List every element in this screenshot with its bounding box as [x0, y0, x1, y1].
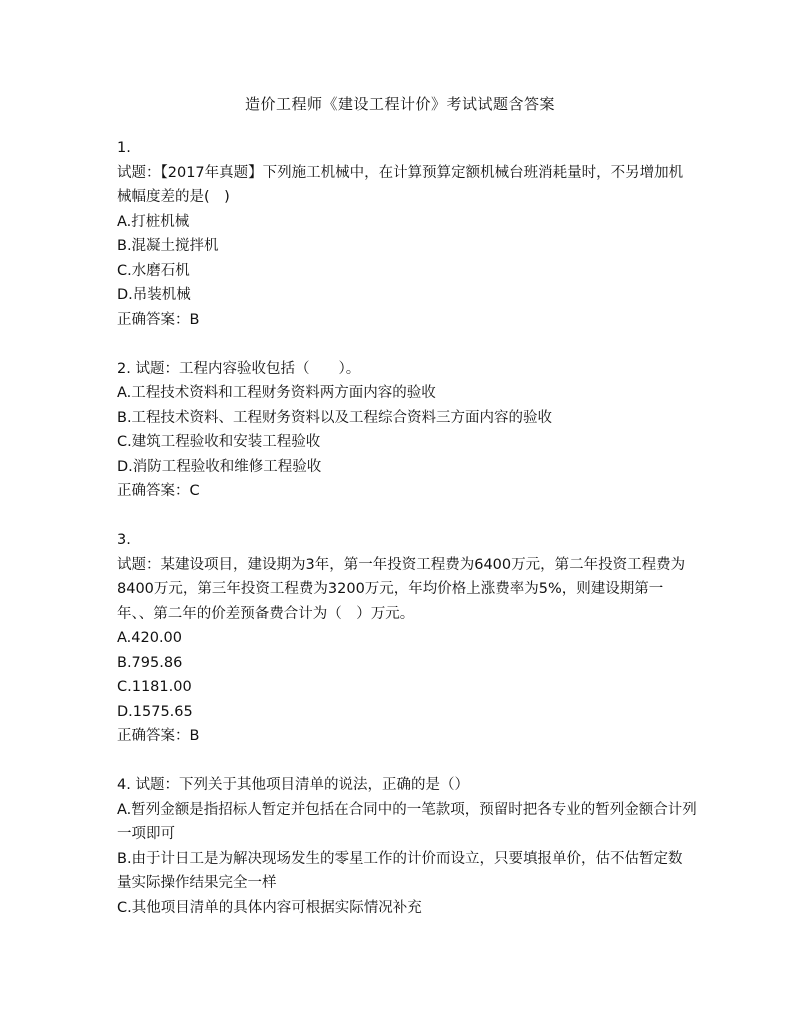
- question-stem: 试题：下列关于其他项目清单的说法，正确的是（）: [135, 777, 469, 793]
- correct-answer: 正确答案：B: [117, 728, 200, 744]
- option-b: B.混凝土搅拌机: [117, 238, 219, 254]
- option-b: B.795.86: [117, 654, 183, 671]
- option-d: D.消防工程验收和维修工程验收: [117, 458, 322, 475]
- question-2: [117, 357, 697, 504]
- option-d: D.吊装机械: [117, 287, 191, 303]
- question-4: [117, 773, 697, 920]
- question-number: 1.: [117, 140, 131, 156]
- option-b: B.工程技术资料、工程财务资料以及工程综合资料三方面内容的验收: [117, 409, 553, 426]
- option-d: D.1575.65: [117, 703, 193, 720]
- question-stem-line: [117, 773, 697, 798]
- question-list: [117, 136, 697, 945]
- question-stem-line: [117, 357, 697, 382]
- question-number: 4.: [117, 777, 131, 793]
- question-1: [117, 136, 697, 332]
- option-c: C.建筑工程验收和安装工程验收: [117, 434, 321, 450]
- question-stem: 试题：【2017年真题】下列施工机械中，在计算预算定额机械台班消耗量时，不另增加机械幅度差的是( ): [117, 164, 684, 205]
- correct-answer: 正确答案：B: [117, 311, 200, 328]
- correct-answer: 正确答案：C: [117, 483, 200, 499]
- option-c: C.1181.00: [117, 679, 192, 695]
- question-number: 2.: [117, 360, 131, 377]
- option-b: B.由于计日工是为解决现场发生的零星工作的计价而设立，只要填报单价，估不估暂定数量实际操作结果完全一样: [117, 850, 683, 891]
- document-title: 造价工程师《建设工程计价》考试试题含答案: [244, 95, 555, 113]
- question-3: [117, 528, 697, 749]
- question-stem: 试题：工程内容验收包括（ ）。: [135, 360, 361, 377]
- option-a: A.工程技术资料和工程财务资料两方面内容的验收: [117, 385, 436, 401]
- question-stem: 试题：某建设项目，建设期为3年，第一年投资工程费为6400万元，第二年投资工程费为8400万元，第三年投资工程费为3200万元，年均价格上涨费率为5%，则建设期第一年、、第二年的价差预备费合计为（ ）万元。: [117, 556, 686, 622]
- option-a: A.420.00: [117, 630, 183, 646]
- option-c: C.水磨石机: [117, 262, 190, 279]
- question-number: 3.: [117, 532, 131, 548]
- option-a: A.暂列金额是指招标人暂定并包括在合同中的一笔款项，预留时把各专业的暂列金额合计列一项即可: [117, 801, 697, 842]
- option-c: C.其他项目清单的具体内容可根据实际情况补充: [117, 899, 422, 916]
- option-a: A.打桩机械: [117, 213, 190, 230]
